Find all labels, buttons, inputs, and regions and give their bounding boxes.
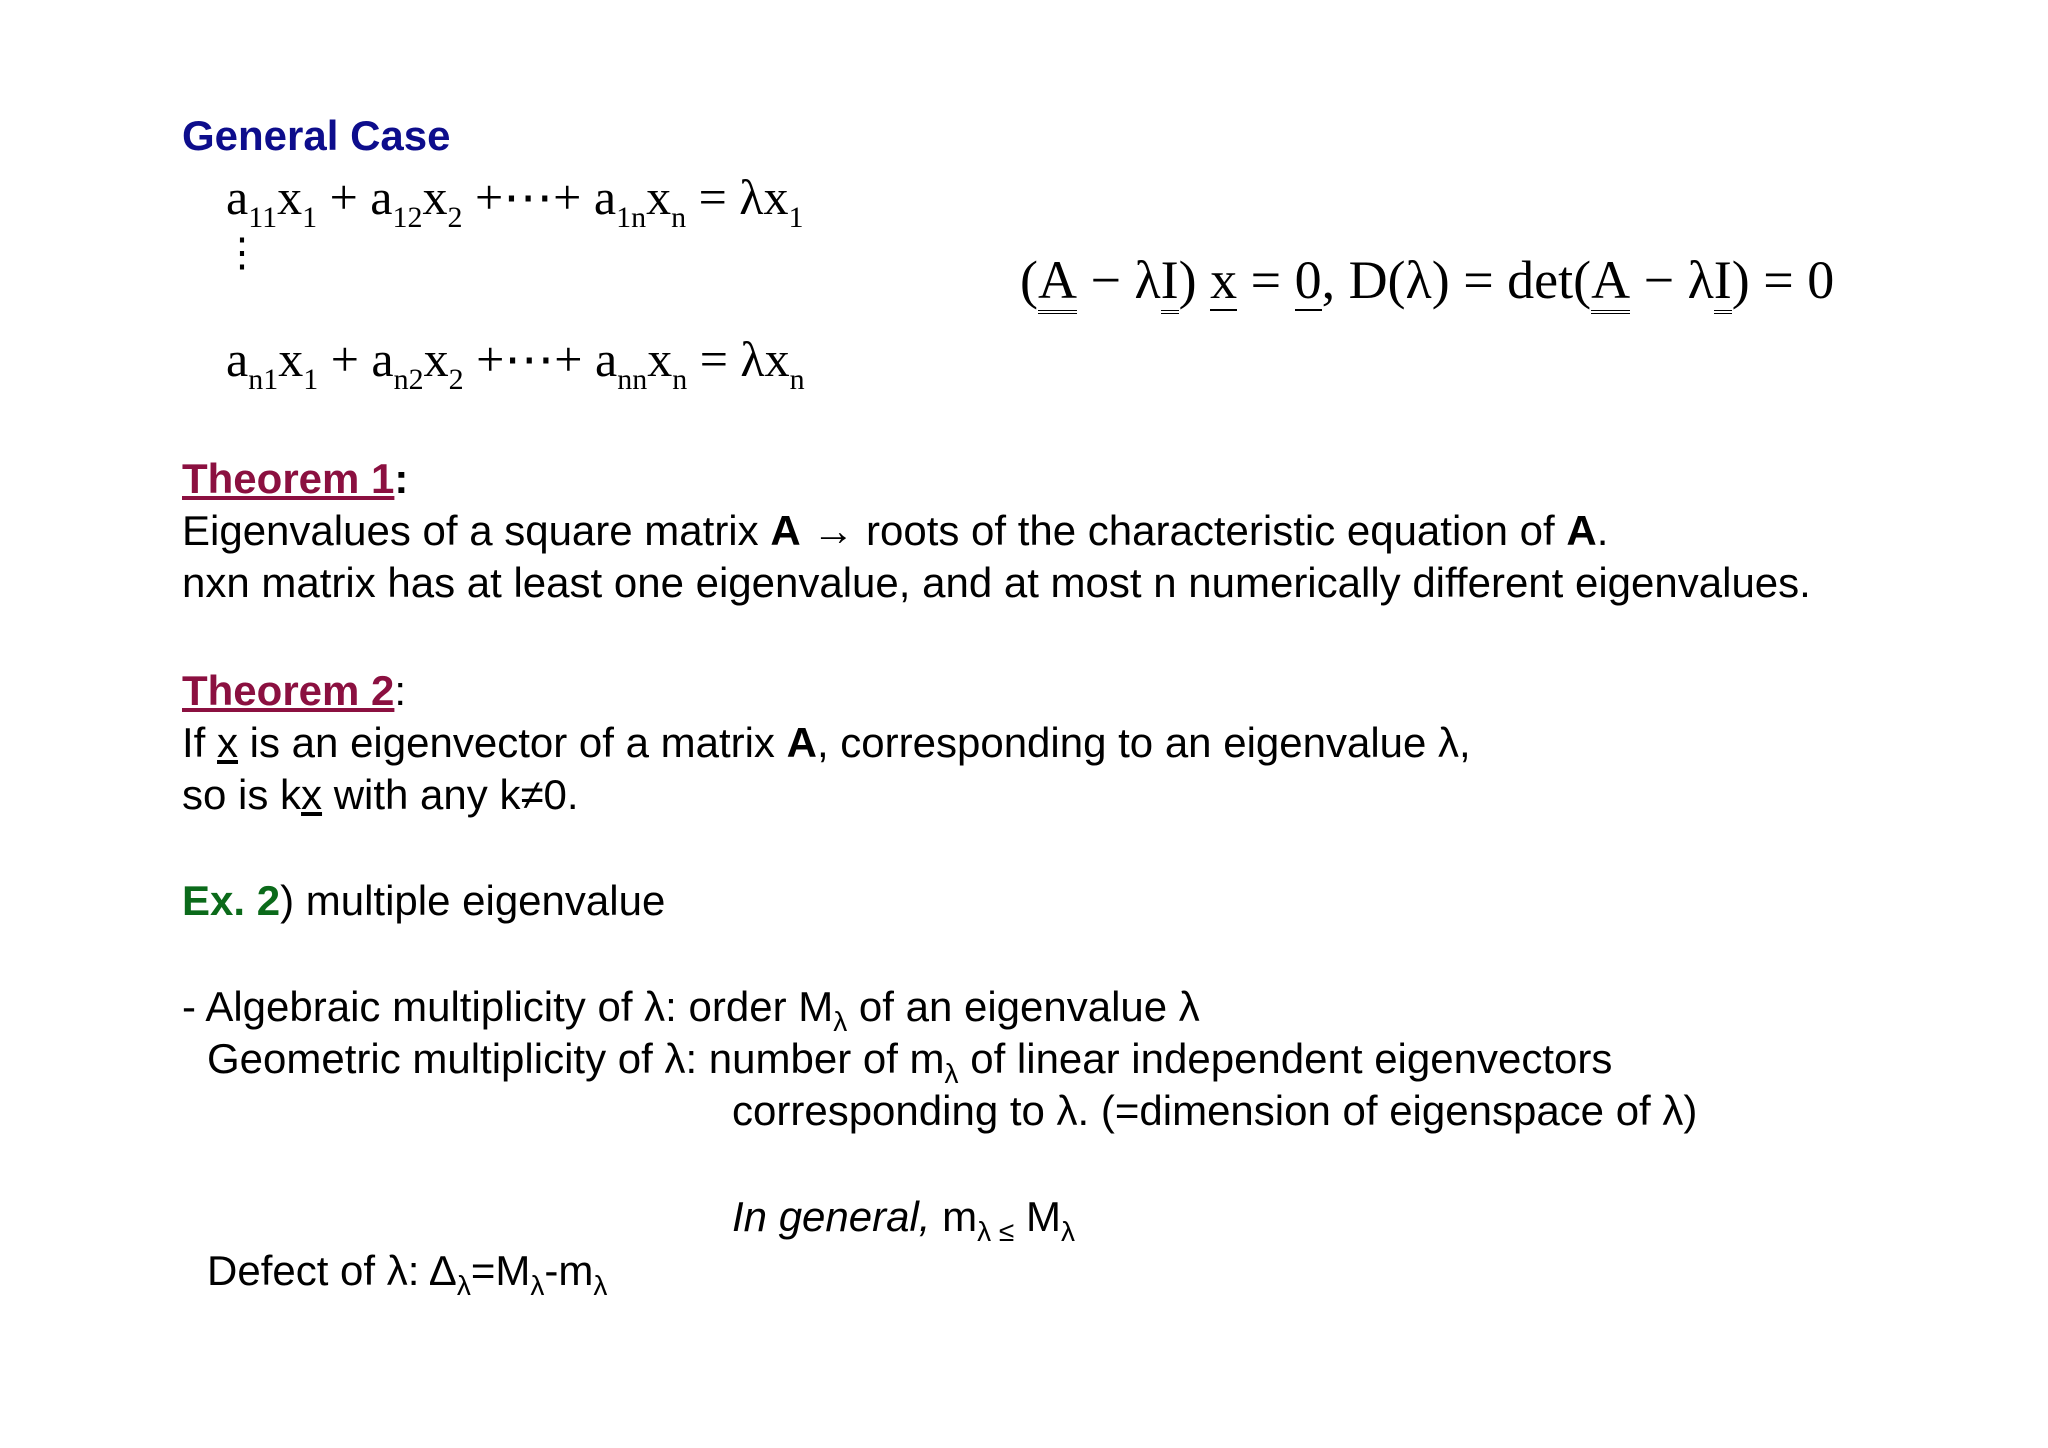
bold-matrix: A xyxy=(1566,507,1597,554)
theorem-2-title xyxy=(182,667,407,714)
colon: : xyxy=(394,667,407,714)
coef-index: 1n xyxy=(616,201,647,234)
section-heading: General Case xyxy=(182,112,451,159)
theorem-1-title xyxy=(182,455,409,502)
matrix-symbol: A xyxy=(1038,252,1077,314)
vector-symbol: x xyxy=(301,771,323,818)
vector-symbol: x xyxy=(1210,250,1238,310)
coef-index: 12 xyxy=(392,201,423,234)
matrix-equation xyxy=(1020,252,1834,314)
bold-matrix: A xyxy=(770,507,801,554)
var-index: n xyxy=(671,201,687,234)
theorem-1-line-1 xyxy=(182,507,1609,554)
paren: ) xyxy=(1731,250,1750,310)
example-heading xyxy=(182,877,666,924)
text: m xyxy=(930,1193,978,1240)
operator: − λ xyxy=(1076,250,1161,310)
var: x xyxy=(646,169,672,225)
rhs: = λx xyxy=(687,331,790,387)
text: If xyxy=(182,719,218,766)
paren: ( xyxy=(1573,250,1592,310)
equation-row-1 xyxy=(226,169,804,234)
zero-vector: 0 xyxy=(1294,250,1322,310)
coef: +⋯+ a xyxy=(462,169,617,225)
var-index: 2 xyxy=(448,363,464,396)
subscript: λ xyxy=(530,1270,545,1301)
coef: + a xyxy=(318,331,394,387)
general-inequality xyxy=(732,1193,1075,1247)
text: =M xyxy=(470,1247,531,1294)
var: x xyxy=(647,331,673,387)
var: x xyxy=(278,331,304,387)
var-index: n xyxy=(672,363,688,396)
coef: a xyxy=(226,331,249,387)
text: Eigenvalues of a square matrix xyxy=(182,507,771,554)
operator: = xyxy=(1237,250,1295,310)
theorem-1-label: Theorem 1 xyxy=(182,455,395,502)
subscript: λ xyxy=(944,1058,959,1089)
equation-row-n xyxy=(226,331,805,396)
operator: − λ xyxy=(1630,250,1714,310)
geometric-multiplicity xyxy=(207,1035,1613,1089)
text: so is k xyxy=(182,771,302,818)
coef-index: n1 xyxy=(248,363,279,396)
coef-index: nn xyxy=(617,363,648,396)
coef: a xyxy=(226,169,249,225)
italic-text: In general, xyxy=(732,1193,931,1240)
rhs-index: n xyxy=(789,363,805,396)
identity-symbol: I xyxy=(1714,252,1732,314)
geometric-multiplicity-cont: corresponding to λ. (=dimension of eigenspace of λ) xyxy=(732,1087,1698,1134)
rhs-index: 1 xyxy=(788,201,804,234)
text: , corresponding to an eigenvalue λ, xyxy=(816,719,1471,766)
subscript: λ xyxy=(456,1270,471,1301)
paren: ) xyxy=(1178,250,1197,310)
var: x xyxy=(423,331,449,387)
subscript: λ ≤ xyxy=(977,1216,1015,1247)
coef-index: 11 xyxy=(248,201,278,234)
text: -m xyxy=(544,1247,594,1294)
subscript: λ xyxy=(833,1006,848,1037)
matrix-symbol: A xyxy=(1591,252,1630,314)
determinant-text: , D(λ) = det xyxy=(1321,250,1574,310)
var: x xyxy=(277,169,303,225)
identity-symbol: I xyxy=(1161,252,1179,314)
text: - Algebraic multiplicity of λ: order M xyxy=(182,983,834,1030)
text: of an eigenvalue λ xyxy=(847,983,1200,1030)
theorem-2-line-1 xyxy=(182,719,1471,766)
theorem-2-label: Theorem 2 xyxy=(182,667,395,714)
subscript: λ xyxy=(1060,1216,1075,1247)
text: Defect of λ: Δ xyxy=(207,1247,457,1294)
var: x xyxy=(422,169,448,225)
text: with any k≠0. xyxy=(322,771,579,818)
coef: + a xyxy=(317,169,393,225)
text: of linear independent eigenvectors xyxy=(958,1035,1613,1082)
text: Geometric multiplicity of λ: number of m xyxy=(207,1035,945,1082)
var-index: 1 xyxy=(302,201,318,234)
operator: = 0 xyxy=(1749,250,1835,310)
theorem-2-line-2 xyxy=(182,771,579,818)
bold-matrix: A xyxy=(786,719,817,766)
defect-definition xyxy=(207,1247,608,1301)
coef-index: n2 xyxy=(393,363,424,396)
var-index: 2 xyxy=(447,201,463,234)
example-label: Ex. 2 xyxy=(182,877,281,924)
var-index: 1 xyxy=(303,363,319,396)
rhs: = λx xyxy=(686,169,789,225)
text: → roots of the characteristic equation of xyxy=(800,507,1567,554)
algebraic-multiplicity xyxy=(182,983,1200,1037)
text: is an eigenvector of a matrix xyxy=(238,719,787,766)
coef: +⋯+ a xyxy=(463,331,618,387)
subscript: λ xyxy=(593,1270,608,1301)
text: . xyxy=(1596,507,1609,554)
theorem-1-line-2: nxn matrix has at least one eigenvalue, and at most n numerically different eigenvalues. xyxy=(182,559,1811,606)
vector-symbol: x xyxy=(217,719,239,766)
paren: ( xyxy=(1020,250,1038,310)
vertical-ellipsis: ⋮ xyxy=(222,230,262,276)
example-text: ) multiple eigenvalue xyxy=(280,877,666,924)
colon: : xyxy=(394,455,409,502)
text: M xyxy=(1014,1193,1061,1240)
